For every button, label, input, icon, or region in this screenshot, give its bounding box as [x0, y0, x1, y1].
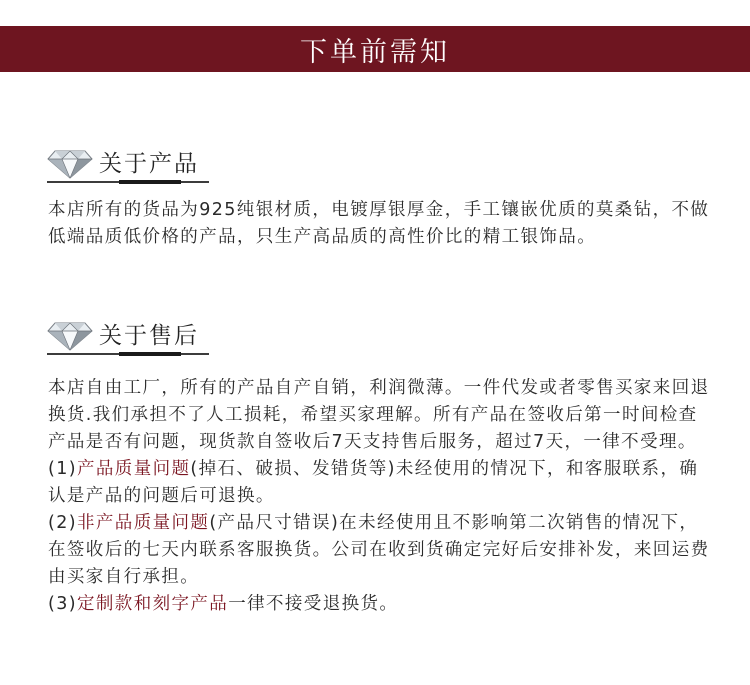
- section-title: 关于产品: [99, 151, 199, 177]
- policy-item-text: (产品尺寸错误)在未经使用且不影响第二次销售的情况下，在签收后的七天内联系客服换货。公司在收到货确定完好后安排补发，来回运费由买家自行承担。: [48, 513, 710, 587]
- aftersales-content: [48, 375, 710, 618]
- policy-item: [48, 591, 710, 618]
- policy-item: [48, 456, 710, 510]
- product-description: 本店所有的货品为925纯银材质，电镀厚银厚金，手工镶嵌优质的莫桑钻，不做低端品质低价格的产品，只生产高品质的高性价比的精工银饰品。: [48, 200, 710, 247]
- policy-item-number: (1): [48, 459, 77, 479]
- diamond-icon: [47, 147, 93, 179]
- section-title: 关于售后: [99, 323, 199, 349]
- policy-item-number: (2): [48, 513, 77, 533]
- policy-item-highlight: 非产品质量问题: [77, 513, 210, 533]
- section-divider-accent: [119, 352, 181, 356]
- policy-item: [48, 510, 710, 591]
- policy-item-highlight: 产品质量问题: [77, 459, 191, 479]
- policy-item-text: (掉石、破损、发错货等)未经使用的情况下，和客服联系，确认是产品的问题后可退换。: [48, 459, 699, 506]
- policy-item-text: 一律不接受退换货。: [228, 594, 399, 614]
- header-banner: [0, 26, 750, 72]
- page-title: 下单前需知: [300, 36, 450, 68]
- diamond-icon: [47, 319, 93, 351]
- section-heading-product: [47, 143, 209, 183]
- policy-item-number: (3): [48, 594, 77, 614]
- aftersales-intro: 本店自由工厂，所有的产品自产自销，利润微薄。一件代发或者零售买家来回退换货.我们承担不了人工损耗，希望买家理解。所有产品在签收后第一时间检查产品是否有问题，现货款自签收后7天支持售后服务，超过7天，一律不受理。: [48, 378, 710, 452]
- section-heading-aftersales: [47, 315, 209, 355]
- policy-item-highlight: 定制款和刻字产品: [77, 594, 229, 614]
- section-divider-accent: [119, 180, 181, 184]
